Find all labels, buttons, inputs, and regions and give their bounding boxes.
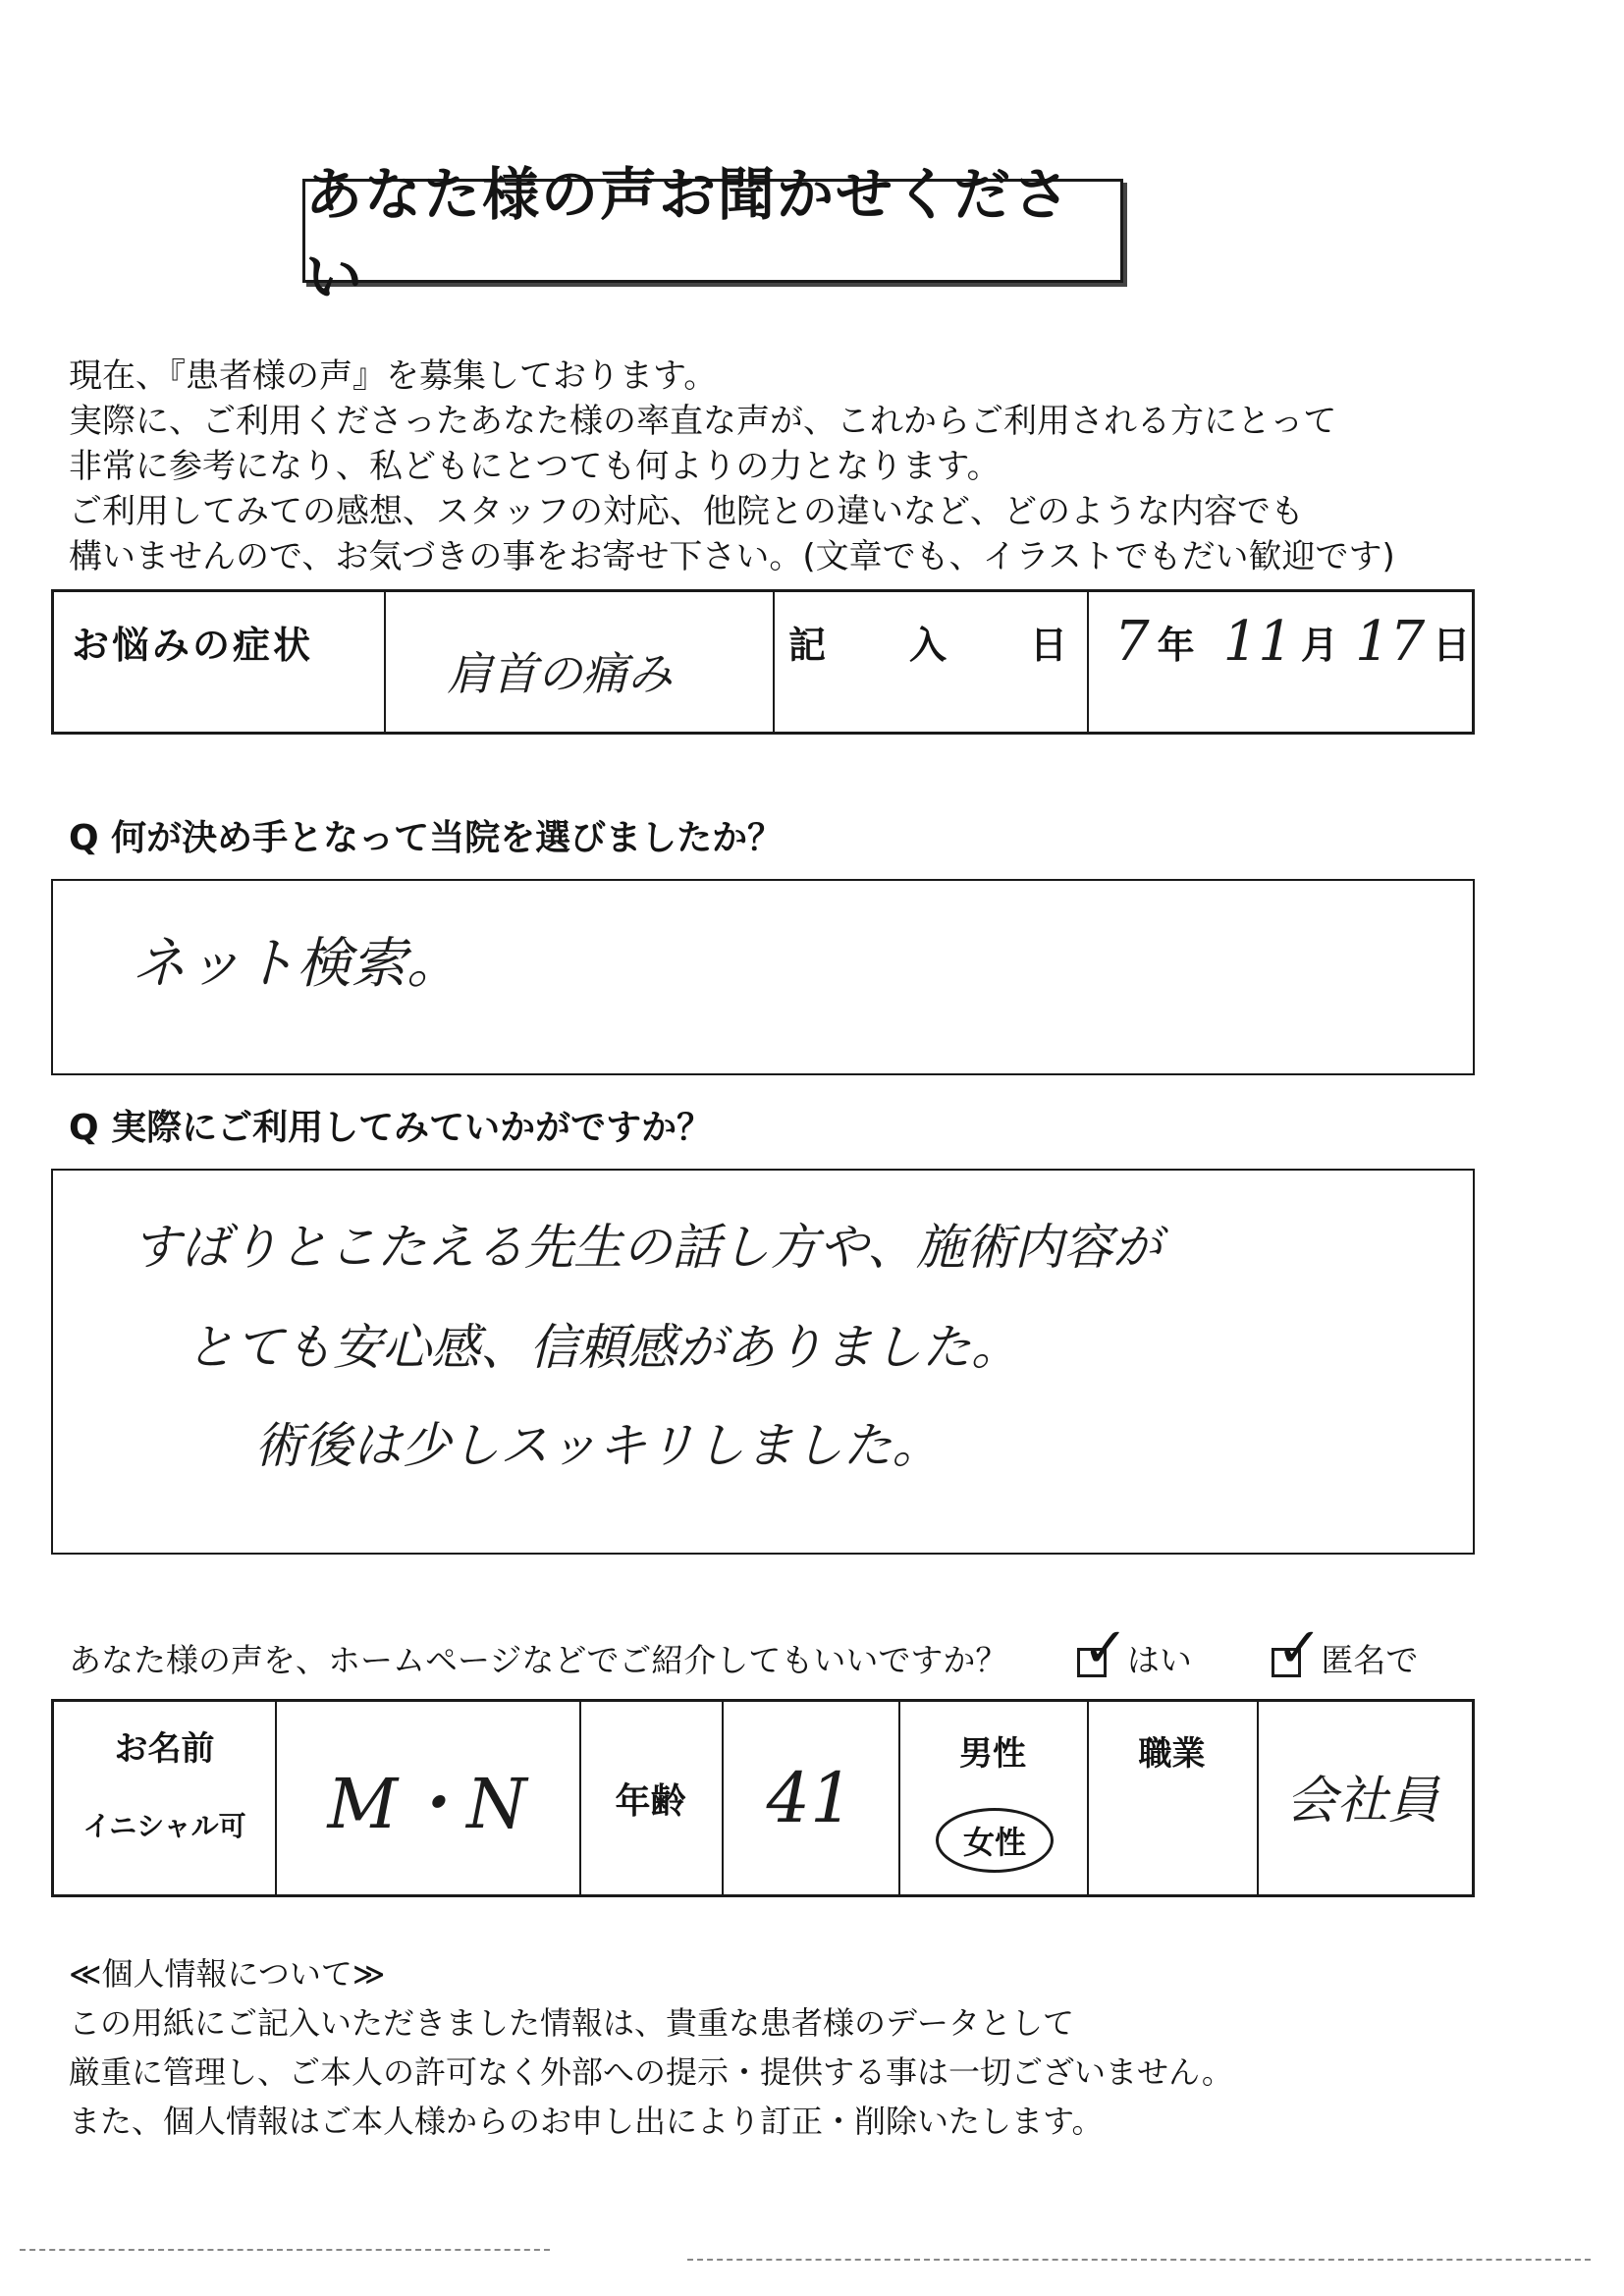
date-label: 記 入 日 [788, 623, 1071, 667]
answer-2-line: 術後は少しスッキリしました。 [254, 1417, 942, 1474]
check-icon: ✓ [1275, 1615, 1323, 1680]
answer-2-line: すばりとこたえる先生の話し方や、施術内容が [132, 1219, 1162, 1276]
privacy-line: 厳重に管理し、ご本人の許可なく外部への提示・提供する事は一切ございません。 [69, 2053, 1233, 2091]
symptom-label: お悩みの症状 [72, 623, 314, 667]
symptom-label-cell [72, 592, 376, 690]
title-box [302, 161, 1123, 310]
scan-line [687, 2259, 1591, 2261]
date-year-unit: 年 [1157, 623, 1198, 667]
anonymous-checkbox[interactable] [1272, 1615, 1323, 1680]
symptom-value-cell[interactable] [447, 622, 761, 720]
name-sub-label: イニシャル可 [82, 1810, 246, 1842]
age-label: 年齢 [615, 1780, 686, 1822]
privacy-line: この用紙にご記入いただきました情報は、貴重な患者様のデータとして [69, 2004, 1075, 2042]
symptom-date-table [51, 589, 1475, 735]
profile-table [51, 1699, 1475, 1897]
answer-2-line: とても安心感、信頼感がありました。 [186, 1319, 1020, 1376]
date-year: 7 [1114, 609, 1150, 674]
intro-line: 現在、『患者様の声』を募集しております。 [69, 356, 718, 396]
name-value[interactable]: M・N [327, 1763, 527, 1844]
intro-line: 実際に、ご利用くださったあなた様の率直な声が、これからご利用される方にとって [69, 402, 1337, 441]
yes-label: はい [1126, 1641, 1192, 1679]
date-label-cell [788, 592, 1083, 690]
occupation-label: 職業 [1138, 1734, 1206, 1774]
yes-checkbox[interactable] [1077, 1615, 1129, 1680]
answer-2-box[interactable] [51, 1169, 1475, 1555]
anonymous-label: 匿名で [1321, 1641, 1419, 1679]
date-value-cell[interactable] [1114, 592, 1474, 690]
consent-row [69, 1615, 1419, 1681]
question-1: Q 何が決め手となって当院を選びましたか？ [69, 818, 784, 858]
privacy-heading: ≪個人情報について≫ [69, 1955, 386, 1993]
question-2: Q 実際にご利用してみていかがですか？ [69, 1108, 713, 1148]
date-day-unit: 日 [1433, 623, 1474, 667]
intro-line: 構いませんので、お気づきの事をお寄せ下さい。(文章でも、イラストでもだい歓迎です) [69, 537, 1395, 576]
age-value[interactable]: 41 [766, 1758, 854, 1838]
check-icon: ✓ [1082, 1615, 1129, 1680]
privacy-notice [69, 1949, 1492, 2146]
gender-female-circled[interactable]: 女性 [936, 1808, 1054, 1873]
intro-paragraph [69, 354, 1463, 579]
date-day: 17 [1354, 609, 1426, 674]
answer-1-box[interactable] [51, 879, 1475, 1075]
intro-line: 非常に参考になり、私どもにとつても何よりの力となります。 [69, 447, 1001, 486]
date-month-unit: 月 [1300, 623, 1341, 667]
consent-question: あなた様の声を、ホームページなどでご紹介してもいいですか？ [69, 1641, 1008, 1679]
answer-1-text: ネット検索。 [132, 932, 461, 996]
intro-line: ご利用してみての感想、スタッフの対応、他院との違いなど、どのような内容でも [69, 492, 1304, 531]
page-title: あなた様の声お聞かせください [305, 161, 1072, 310]
scan-line [20, 2249, 550, 2251]
date-month: 11 [1222, 609, 1293, 674]
name-label: お名前 [114, 1729, 215, 1769]
gender-male[interactable]: 男性 [959, 1734, 1026, 1774]
symptom-value: 肩首の痛み [447, 647, 673, 700]
occupation-value[interactable]: 会社員 [1285, 1771, 1439, 1831]
privacy-line: また、個人情報はご本人様からのお申し出により訂正・削除いたします。 [69, 2103, 1104, 2140]
